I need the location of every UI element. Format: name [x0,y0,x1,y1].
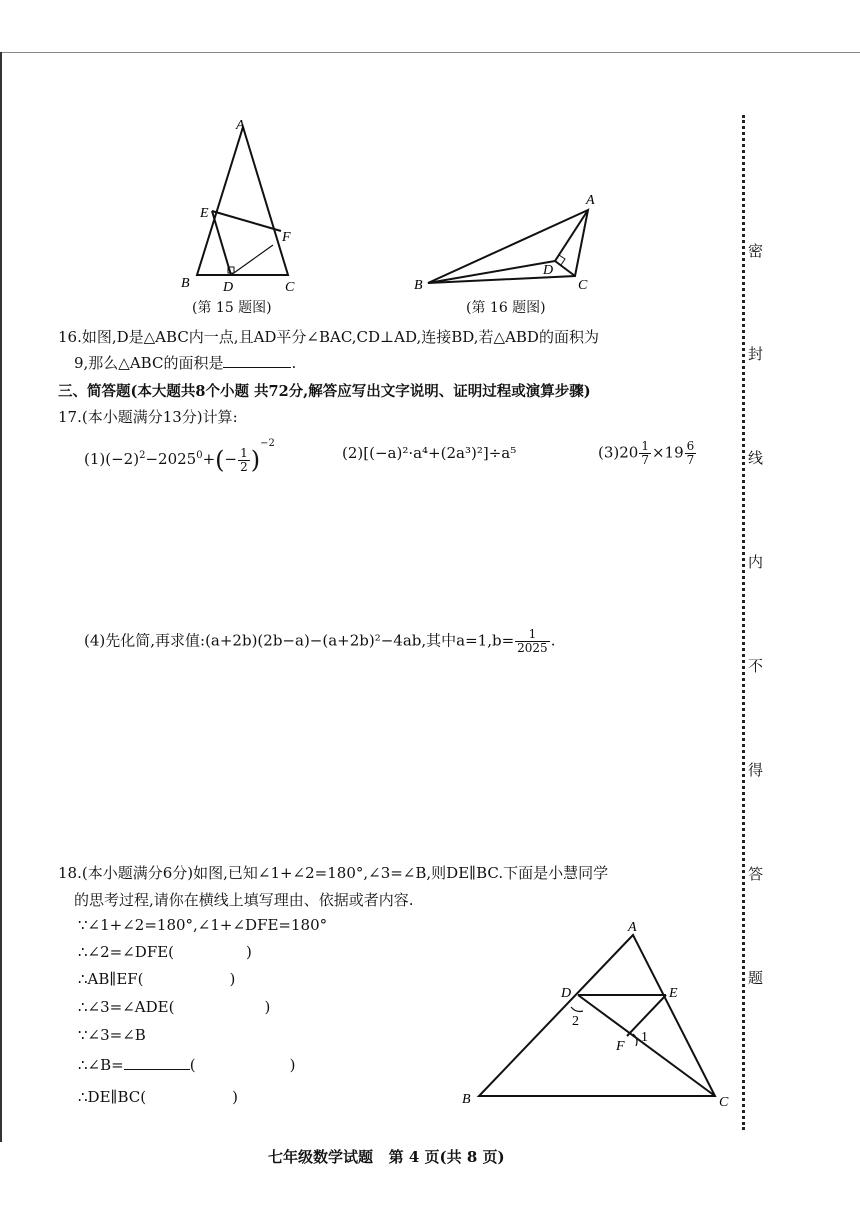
seal-char-1: 密 [748,242,764,260]
q17-p1-plus: + [202,450,216,468]
q17-part3 [598,440,697,467]
fig18-label-a: A [628,920,637,935]
q18-step-1: ∵∠1+∠2=180°,∠1+∠DFE=180° [78,916,328,934]
page-top-border [0,52,860,53]
q18-step-6-answer-blank[interactable] [124,1069,190,1070]
figure-15 [170,115,310,295]
seal-char-4: 内 [748,553,764,571]
q17-part1: $(1)(-2)^2-2025^0+(-$ $\frac{1}{2}$ )$^{-2}$ [84,438,275,474]
q17-title: 17.(本小题满分13分)计算: [58,408,238,426]
q17-p3-fraction1: $\frac{1}{7}$ [641,439,649,467]
fig18-label-1: 1 [641,1030,648,1045]
fig16-label-b: B [414,278,423,293]
fig16-caption: (第 16 题图) [466,300,546,316]
q17-p3-prefix: (3)20 [598,443,639,462]
fig18-label-b: B [462,1092,471,1107]
page-left-border [0,52,2,1142]
seal-char-8: 题 [748,969,764,987]
seal-char-2: 封 [748,345,764,363]
fig16-label-d: D [543,263,554,278]
fig18-label-d: D [561,986,572,1001]
q18-step-7-close: ) [232,1088,238,1106]
q18-step-4 [78,998,270,1016]
fig16-label-a: A [586,193,595,208]
q18-step-5: ∵∠3=∠B [78,1026,146,1044]
fig15-label-c: C [285,280,295,295]
fig15-label-a: A [236,118,245,133]
fig15-label-e: E [200,206,209,221]
section3-heading: 三、简答题(本大题共8个小题 共72分,解答应写出文字说明、证明过程或演算步骤) [58,383,591,400]
q16-period: . [291,354,297,372]
figure-18 [455,915,745,1115]
q18-step-2-close: ) [246,943,252,961]
q18-line1: 18.(本小题满分6分)如图,已知∠1+∠2=180°,∠3=∠B,则DE∥BC.下面是小慧同学 [58,864,609,882]
q18-step-7 [78,1088,238,1106]
q18-step-6-open: ( [189,1056,196,1074]
q17-p1-fraction: $\frac{1}{2}$ [240,445,248,474]
q17-p4-text: (4)先化简,再求值:(a+2b)(2b−a)−(a+2b)²−4ab,其中a=1,b= [84,631,515,650]
q17-p3-fraction2: $\frac{6}{7}$ [686,439,695,467]
q18-step-6-close: ) [289,1056,296,1074]
q17-p1-mid: −2025 [145,450,197,468]
fig18-label-e: E [669,986,678,1001]
q17-p4-fraction: $\frac{1}{2025}$ [517,627,548,655]
seal-char-6: 得 [748,761,764,779]
fig15-caption: (第 15 题图) [192,300,272,316]
seal-char-5: 不 [748,657,764,675]
q16-line2 [74,352,296,373]
q17-p4-end: . [550,631,556,650]
figure-16 [410,190,610,295]
seal-char-3: 线 [748,449,764,467]
q18-step-3-text: ∴AB∥EF( [78,970,144,988]
q18-step-2-text: ∴∠2=∠DFE( [78,943,175,961]
q17-p3-mid: ×19 [651,443,684,462]
fig15-label-b: B [181,276,190,291]
q18-step-3 [78,970,235,988]
seal-dotted-line [742,115,745,1130]
page-footer: 七年级数学试题 第 4 页(共 8 页) [268,1148,505,1166]
q18-step-6-text: ∴∠B= [78,1056,124,1074]
q18-step-6 [78,1056,295,1074]
q16-line2-text: 9,那么△ABC的面积是 [74,354,224,372]
fig15-label-f: F [282,230,291,245]
fig18-label-f: F [616,1039,625,1054]
fig18-label-2: 2 [572,1014,579,1029]
q18-step-2 [78,943,252,961]
q16-answer-blank[interactable] [223,367,291,368]
q17-part2: (2)[(−a)²·a⁴+(2a³)²]÷a⁵ [342,444,517,462]
fig15-label-d: D [223,280,234,295]
q18-step-4-text: ∴∠3=∠ADE( [78,998,175,1016]
fig18-label-c: C [719,1095,729,1110]
q18-step-7-text: ∴DE∥BC( [78,1088,147,1106]
q16-line1: 16.如图,D是△ABC内一点,且AD平分∠BAC,CD⊥AD,连接BD,若△ABD的面积为 [58,328,599,346]
q17-part4 [84,628,555,655]
fig16-label-c: C [578,278,588,293]
q18-line2: 的思考过程,请你在横线上填写理由、依据或者内容. [74,891,414,909]
seal-char-7: 答 [748,865,764,883]
q18-step-4-close: ) [264,998,271,1016]
q18-step-3-close: ) [229,970,236,988]
q17-p1-prefix: (1)(−2) [84,450,140,468]
